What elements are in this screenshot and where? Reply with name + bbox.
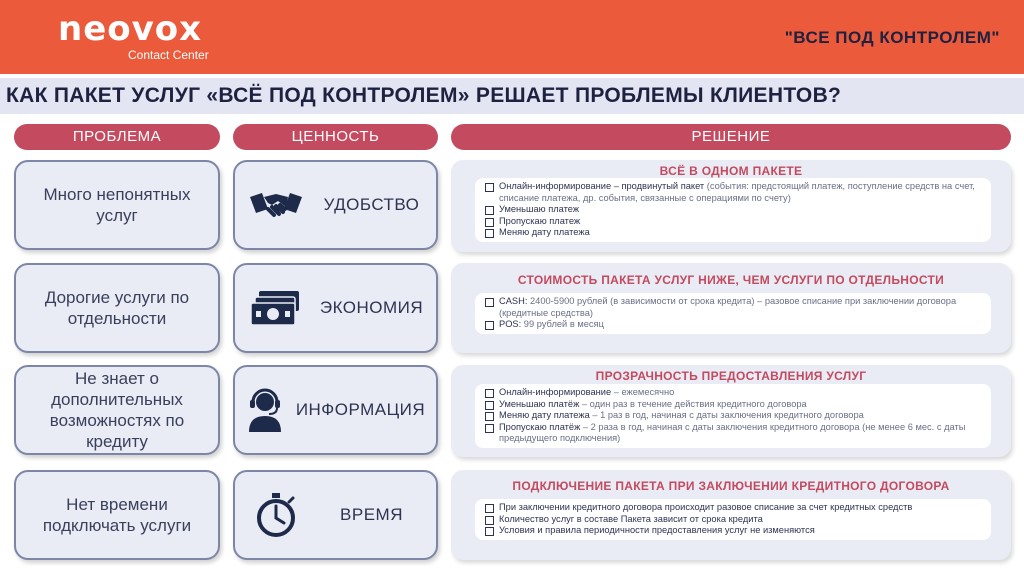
operator-headset-icon <box>245 388 285 432</box>
solution-title: СТОИМОСТЬ ПАКЕТА УСЛУГ НИЖЕ, ЧЕМ УСЛУГИ ПО ОТДЕЛЬНОСТИ <box>517 273 945 287</box>
brand-subtitle: Contact Center <box>128 48 209 62</box>
value-card <box>233 470 438 560</box>
solution-card <box>451 160 1011 252</box>
problem-card <box>14 470 220 560</box>
list-item: Уменьшаю платёж – один раз в течение действия кредитного договора <box>485 399 983 411</box>
problem-text: Много непонятных услуг <box>43 185 191 225</box>
list-item: Меняю дату платежа <box>485 227 983 239</box>
list-item: Меняю дату платежа – 1 раз в год, начиная с даты заключения кредитного договора <box>485 410 983 422</box>
header-value: ЦЕННОСТЬ <box>233 124 438 150</box>
page-title: КАК ПАКЕТ УСЛУГ «ВСЁ ПОД КОНТРОЛЕМ» РЕШАЕТ ПРОБЛЕМЫ КЛИЕНТОВ? <box>6 84 842 107</box>
solution-card <box>451 365 1011 457</box>
solution-title: ПОДКЛЮЧЕНИЕ ПАКЕТА ПРИ ЗАКЛЮЧЕНИИ КРЕДИТНОГО ДОГОВОРА <box>512 479 950 493</box>
value-label: ВРЕМЯ <box>340 505 403 524</box>
list-item: При заключении кредитного договора происходит разовое списание за счет кредитных средств <box>485 502 983 514</box>
value-label: ИНФОРМАЦИЯ <box>295 400 426 419</box>
solution-card <box>451 263 1011 353</box>
solution-title: ПРОЗРАЧНОСТЬ ПРЕДОСТАВЛЕНИЯ УСЛУГ <box>595 369 867 383</box>
solution-list-box <box>475 293 991 334</box>
list-item: POS: 99 рублей в месяц <box>485 319 983 331</box>
value-card <box>233 365 438 455</box>
list-item: CASH: 2400-5900 рублей (в зависимости от срока кредита) – разовое списание при заключении договора (кредитные средства) <box>485 296 983 319</box>
list-item: Онлайн-информирование – ежемесячно <box>485 387 983 399</box>
problem-text: Дорогие услуги по отдельности <box>44 288 190 328</box>
value-label: ЭКОНОМИЯ <box>319 298 424 317</box>
top-bar <box>0 0 1024 74</box>
brand-logo[interactable] <box>58 9 209 62</box>
list-item: Пропускаю платеж <box>485 216 983 228</box>
solution-list-box <box>475 384 991 448</box>
problem-card <box>14 365 220 455</box>
list-item: Онлайн-информирование – продвинутый пакет (события: предстоящий платеж, поступление средств на счет, списание платежа, др. события, связанные с операциями по счету) <box>485 181 983 204</box>
solution-list-box <box>475 499 991 540</box>
problem-card <box>14 160 220 250</box>
problem-text: Нет времени подключать услуги <box>42 495 192 535</box>
brand-name: neovox <box>58 9 203 49</box>
solution-title: ВСЁ В ОДНОМ ПАКЕТЕ <box>659 164 803 178</box>
value-card <box>233 160 438 250</box>
problem-card <box>14 263 220 353</box>
header-problem: ПРОБЛЕМА <box>14 124 220 150</box>
list-item: Уменьшаю платеж <box>485 204 983 216</box>
list-item: Условия и правила периодичности предоставления услуг не изменяются <box>485 525 983 537</box>
problem-text: Не знает о дополнительных возможностях по кредиту <box>49 369 185 451</box>
value-label: УДОБСТВО <box>323 195 420 214</box>
solution-card <box>451 470 1011 560</box>
header-solution: РЕШЕНИЕ <box>451 124 1011 150</box>
handshake-icon <box>245 185 307 225</box>
tagline: "ВСЕ ПОД КОНТРОЛЕМ" <box>784 28 1000 47</box>
value-card <box>233 263 438 353</box>
money-icon <box>245 289 307 327</box>
stopwatch-icon <box>245 492 307 538</box>
list-item: Пропускаю платёж – 2 раза в год, начиная с даты заключения кредитного договора (не менее 6 мес. с даты предыдущего подключения) <box>485 422 983 445</box>
list-item: Количество услуг в составе Пакета зависит от срока кредита <box>485 514 983 526</box>
title-bar <box>0 78 1024 114</box>
solution-list-box <box>475 178 991 242</box>
